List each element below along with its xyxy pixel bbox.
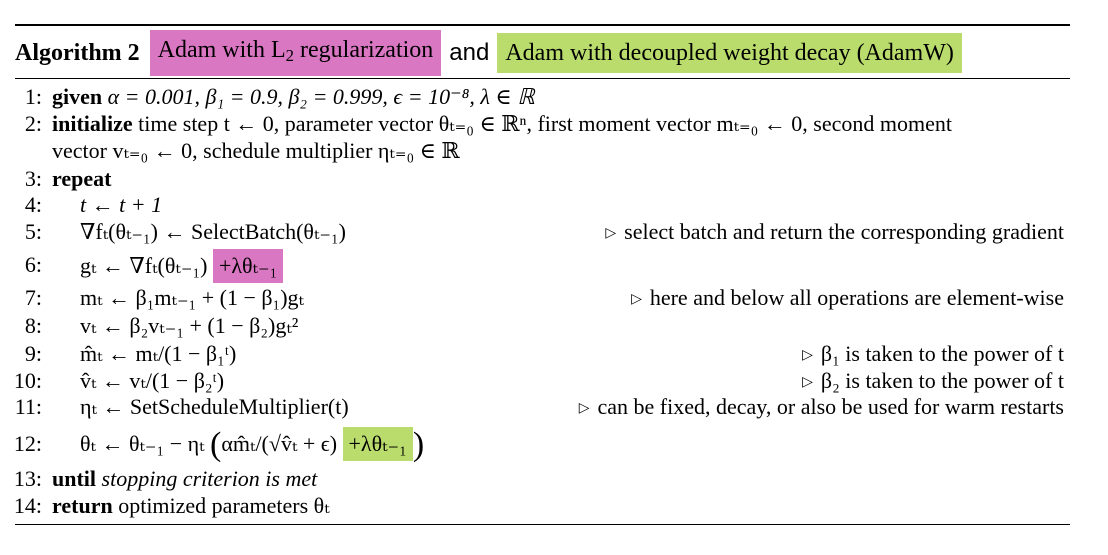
- line-number: 8:: [24, 313, 42, 338]
- line-comment: ▷ β₂ is taken to the power of t: [802, 368, 1064, 393]
- title-adam-l2: Adam with $L_2$ regularization: [150, 30, 442, 76]
- triangle-icon: ▷: [802, 375, 813, 390]
- line-content: t ← t + 1: [80, 192, 163, 217]
- triangle-icon: ▷: [578, 401, 590, 416]
- line-2: [0, 111, 1108, 137]
- line-comment: ▷ select batch and return the corresponding gradient: [605, 219, 1064, 244]
- line-number: 12:: [13, 431, 42, 456]
- algorithm-label: Algorithm 2: [15, 39, 140, 66]
- line-number: 7:: [24, 285, 42, 310]
- line-comment: ▷ β₁ is taken to the power of t: [802, 341, 1064, 366]
- line-content: mₜ ← β₁mₜ₋₁ + (1 − β₁)gₜ: [80, 285, 304, 310]
- line-content: v̂ₜ ← vₜ/(1 − β₂ᵗ): [80, 368, 225, 393]
- line-7: [0, 285, 1108, 311]
- line-number: 4:: [24, 192, 42, 217]
- line-5: [0, 219, 1108, 245]
- line-number: 3:: [24, 166, 42, 191]
- line-number: 14:: [13, 493, 42, 518]
- bottom-rule: [15, 524, 1070, 525]
- line-content: θₜ ← θₜ₋₁ − ηₜ (αm̂ₜ/(√v̂ₜ + ϵ) +λθₜ₋₁ ): [80, 426, 425, 463]
- top-rule: [15, 24, 1070, 26]
- line-number: 13:: [13, 466, 42, 491]
- line-1: [0, 84, 1108, 110]
- line-number: 9:: [24, 341, 42, 366]
- line-content: initialize time step t ← 0, parameter vector θₜ₌₀ ∈ ℝⁿ, first moment vector mₜ₌₀ ← 0, second moment: [52, 111, 952, 136]
- line-content: return optimized parameters θₜ: [52, 493, 330, 518]
- line-content: ηₜ ← SetScheduleMultiplier(t): [80, 394, 349, 419]
- title-adamw: Adam with decoupled weight decay (AdamW): [497, 33, 962, 73]
- line-content: until stopping criterion is met: [52, 466, 318, 491]
- line-content: vector vₜ₌₀ ← 0, schedule multiplier ηₜ₌₀ ∈ ℝ: [52, 138, 460, 163]
- line-11: [0, 394, 1108, 420]
- triangle-icon: ▷: [605, 226, 617, 241]
- line-2-continued: [0, 138, 1108, 164]
- line-content: repeat: [52, 166, 112, 191]
- line-8: [0, 313, 1108, 339]
- header-rule: [15, 78, 1070, 79]
- line-comment: ▷ can be fixed, decay, or also be used for warm restarts: [578, 394, 1064, 419]
- line-content: vₜ ← β₂vₜ₋₁ + (1 − β₂)gₜ²: [80, 313, 299, 338]
- line-number: 2:: [24, 111, 42, 136]
- triangle-icon: ▷: [631, 292, 642, 307]
- line-number: 10:: [13, 368, 42, 393]
- decoupled-weight-decay-term: +λθₜ₋₁: [343, 427, 413, 461]
- line-12: [0, 424, 1108, 464]
- algorithm-header: [15, 32, 962, 74]
- line-10: [0, 368, 1108, 394]
- l2-regularization-term: +λθₜ₋₁: [213, 249, 283, 283]
- line-number: 6:: [24, 252, 42, 277]
- title-and: and: [449, 39, 490, 66]
- line-14: [0, 493, 1108, 519]
- line-3: [0, 166, 1108, 192]
- line-content: ∇fₜ(θₜ₋₁) ← SelectBatch(θₜ₋₁): [80, 219, 346, 244]
- line-number: 1:: [24, 84, 42, 109]
- line-6: [0, 249, 1108, 281]
- line-content: m̂ₜ ← mₜ/(1 − β₁ᵗ): [80, 341, 237, 366]
- line-number: 5:: [24, 219, 42, 244]
- line-content: gₜ ← ∇fₜ(θₜ₋₁) +λθₜ₋₁: [80, 249, 283, 283]
- triangle-icon: ▷: [802, 348, 813, 363]
- line-4: [0, 192, 1108, 218]
- line-9: [0, 341, 1108, 367]
- line-comment: ▷ here and below all operations are element-wise: [631, 285, 1064, 310]
- line-content: given α = 0.001, β₁ = 0.9, β₂ = 0.999, ϵ = 10⁻⁸, λ ∈ ℝ: [52, 84, 535, 109]
- line-13: [0, 466, 1108, 492]
- line-number: 11:: [14, 394, 42, 419]
